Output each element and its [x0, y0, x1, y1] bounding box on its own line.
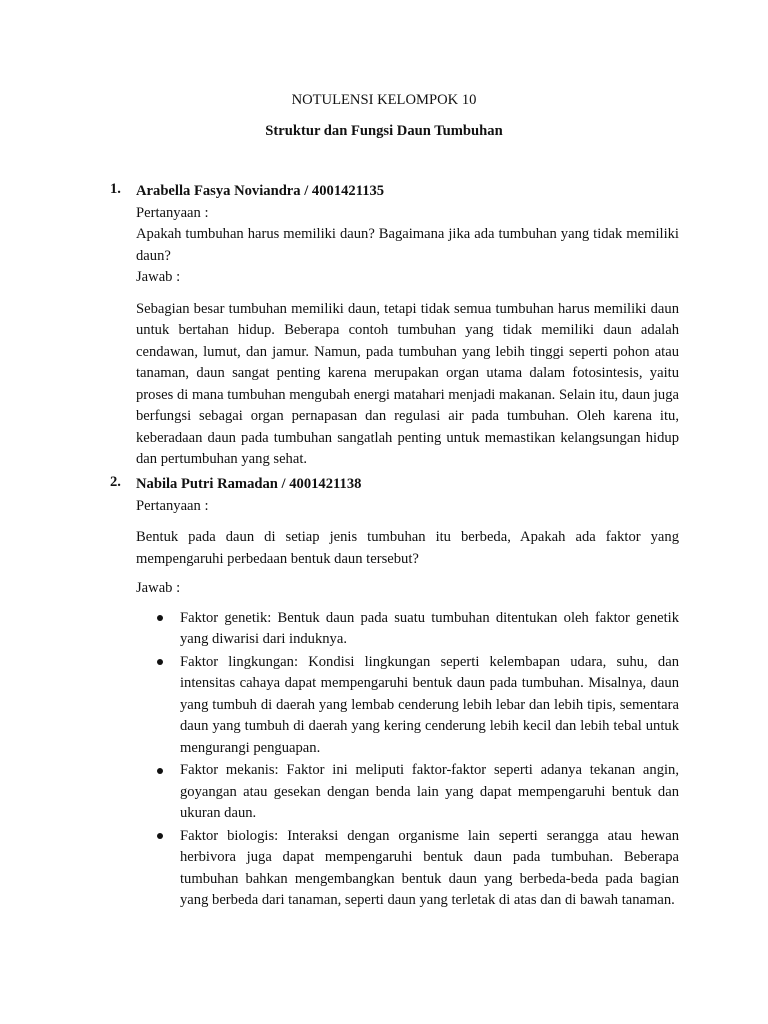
- answer-list: [136, 608, 679, 912]
- question-label: Pertanyaan :: [136, 204, 209, 221]
- entry-author: Arabella Fasya Noviandra / 4001421135: [136, 183, 385, 199]
- entry-author: Nabila Putri Ramadan / 4001421138: [136, 476, 362, 492]
- list-item: [136, 608, 679, 651]
- entry-body: [136, 181, 679, 471]
- entry-number: 2.: [110, 474, 121, 490]
- bullet-icon: [157, 833, 163, 839]
- list-item-text: Faktor biologis: Interaksi dengan organisme lain seperti serangga atau hewan herbivora juga dapat mempengaruhi bentuk daun pada tumbuhan. Beberapa tumbuhan bahkan mengembangkan bentuk daun yang berbeda-beda pada bagian yang berbeda dari tanaman, seperti daun yang terletak di atas dan di bawah tanaman.: [180, 827, 679, 908]
- list-item: [136, 760, 679, 825]
- question-text: Bentuk pada daun di setiap jenis tumbuhan itu berbeda, Apakah ada faktor yang mempengaruhi perbedaan bentuk daun tersebut?: [136, 529, 679, 567]
- document-title: NOTULENSI KELOMPOK 10: [291, 92, 477, 108]
- document-subtitle: Struktur dan Fungsi Daun Tumbuhan: [265, 123, 503, 139]
- bullet-icon: [157, 768, 163, 774]
- list-item: [136, 652, 679, 760]
- answer-label: Jawab :: [136, 580, 181, 596]
- bullet-icon: [157, 615, 163, 621]
- list-item-text: Faktor lingkungan: Kondisi lingkungan seperti kelembapan udara, suhu, dan intensitas cahaya dapat mempengaruhi bentuk daun pada tumbuhan. Misalnya, daun yang tumbuh di daerah yang lembab cenderung lebih lebar dan lebih tipis, sementara daun yang tumbuh di daerah yang kering cenderung lebih kecil dan lebih tebal untuk mengurangi penguapan.: [180, 653, 679, 756]
- bullet-icon: [157, 659, 163, 665]
- answer-label: Jawab :: [136, 269, 181, 285]
- entry-number: 1.: [110, 181, 121, 197]
- list-item-text: Faktor genetik: Bentuk daun pada suatu tumbuhan ditentukan oleh faktor genetik yang diwarisi dari induknya.: [180, 609, 679, 647]
- list-item: [136, 826, 679, 912]
- entry-body: [136, 474, 679, 913]
- question-label: Pertanyaan :: [136, 497, 209, 514]
- answer-text: Sebagian besar tumbuhan memiliki daun, tetapi tidak semua tumbuhan harus memiliki daun untuk bertahan hidup. Beberapa contoh tumbuhan yang tidak memiliki daun adalah cendawan, lumut, dan jamur. Namun, pada tumbuhan yang lebih tinggi seperti pohon atau tanaman, daun sangat penting karena merupakan organ utama dalam fotosintesis, yaitu proses di mana tumbuhan mengubah energi matahari menjadi makanan. Selain itu, daun juga berfungsi sebagai organ pernapasan dan regulasi air pada tumbuhan. Oleh karena itu, keberadaan daun pada tumbuhan sangatlah penting untuk memastikan kelangsungan hidup dan pertumbuhan yang sehat.: [136, 300, 679, 467]
- question-text: Apakah tumbuhan harus memiliki daun? Bagaimana jika ada tumbuhan yang tidak memiliki daun?: [136, 226, 679, 264]
- list-item-text: Faktor mekanis: Faktor ini meliputi faktor-faktor seperti adanya tekanan angin, goyangan atau gesekan dengan benda lain yang dapat mempengaruhi bentuk dan ukuran daun.: [180, 762, 679, 821]
